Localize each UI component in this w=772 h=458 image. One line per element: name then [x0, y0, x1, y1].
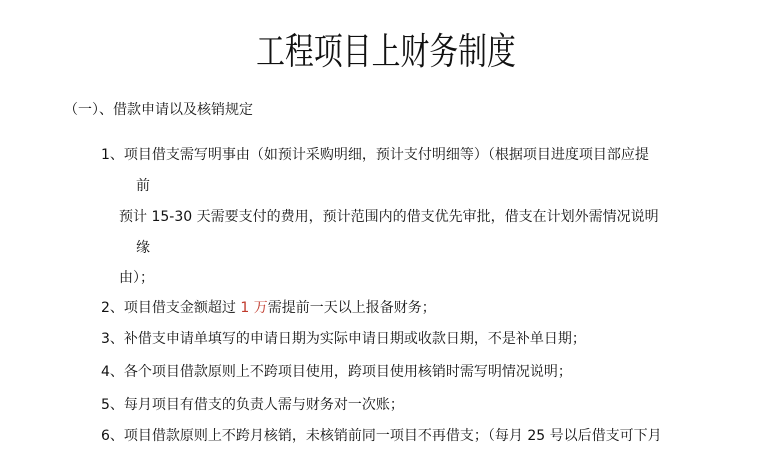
- list-item-2-amount: 1 万: [240, 300, 268, 316]
- list-item-5: 5、每月项目有借支的负责人需与财务对一次账；: [101, 397, 404, 413]
- list-item-1-line-5: 由）；: [119, 270, 154, 286]
- list-item-1-line-3: 预计 15-30 天需要支付的费用，预计范围内的借支优先审批，借支在计划外需情况说明: [119, 209, 659, 225]
- list-item-2: [101, 298, 436, 318]
- list-item-1-line-1: 1、项目借支需写明事由（如预计采购明细，预计支付明细等）（根据项目进度项目部应提: [101, 147, 649, 163]
- list-item-4: 4、各个项目借款原则上不跨项目使用，跨项目使用核销时需写明情况说明；: [101, 364, 572, 380]
- list-item-1-line-2: 前: [136, 178, 150, 194]
- list-item-3: 3、补借支申请单填写的申请日期为实际申请日期或收款日期，不是补单日期；: [101, 331, 586, 347]
- list-item-6: 6、项目借款原则上不跨月核销，未核销前同一项目不再借支；（每月 25 号以后借支可下月: [101, 428, 662, 444]
- list-item-2-suffix: 需提前一天以上报备财务；: [267, 300, 436, 316]
- section-heading: （一）、借款申请以及核销规定: [64, 102, 253, 118]
- list-item-2-prefix: 2、项目借支金额超过: [101, 300, 241, 316]
- list-item-1-line-4: 缘: [136, 240, 150, 256]
- document-title: 工程项目上财务制度: [256, 30, 516, 73]
